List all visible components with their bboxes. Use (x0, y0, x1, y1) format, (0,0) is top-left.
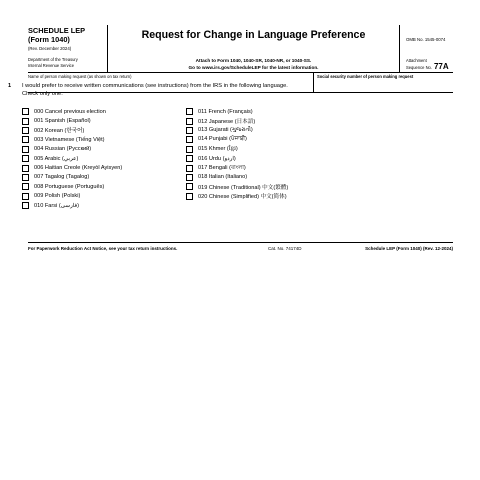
checkbox[interactable] (186, 183, 193, 190)
checkbox[interactable] (186, 118, 193, 125)
option-label: 009 Polish (Polski) (34, 193, 81, 200)
checkbox[interactable] (22, 108, 29, 115)
language-option[interactable] (22, 192, 122, 201)
checkbox[interactable] (186, 136, 193, 143)
language-option[interactable] (22, 182, 122, 191)
option-label: 013 Gujarati (ગુજરાતી) (198, 126, 253, 133)
language-option[interactable] (22, 126, 122, 135)
language-option[interactable] (186, 163, 288, 172)
checkbox[interactable] (186, 146, 193, 153)
option-label: 005 Arabic (عربي) (34, 155, 79, 162)
checkbox[interactable] (22, 174, 29, 181)
ssn-field-label: Social security number of person making request (317, 74, 414, 79)
option-label: 015 Khmer (ខ្មែរ) (198, 146, 238, 153)
checkbox[interactable] (22, 165, 29, 172)
option-label: 003 Vietnamese (Tiếng Việt) (34, 136, 105, 143)
language-option[interactable] (186, 135, 288, 144)
checkbox[interactable] (22, 183, 29, 190)
checkbox[interactable] (186, 174, 193, 181)
line-1-text (22, 82, 412, 99)
form-title: Request for Change in Language Preference (141, 29, 366, 41)
option-label: 006 Haitian Creole (Kreyòl Ayisyen) (34, 165, 123, 172)
option-label: 004 Russian (Русский) (34, 146, 92, 153)
attach-line-2: Go to www.irs.gov/ScheduleLEP for the latest information. (188, 65, 319, 70)
option-label: 020 Chinese (Simplified) 中文(简体) (198, 194, 287, 201)
name-field-label[interactable]: Name of person making request (as shown on tax return) (28, 74, 132, 79)
footer-form-id: Schedule LEP (Form 1040) (Rev. 12-2024) (365, 246, 453, 251)
schedule-label: SCHEDULE LEP (28, 26, 86, 35)
language-option[interactable] (186, 192, 288, 201)
checkbox[interactable] (186, 193, 193, 200)
option-label: 000 Cancel previous election (34, 108, 106, 115)
department (28, 57, 78, 68)
omb-number: OMB No. 1545-0074 (406, 37, 446, 42)
option-label: 012 Japanese (日本語) (198, 119, 256, 126)
line-number: 1 (8, 83, 12, 89)
option-label: 010 Farsi (فارسی) (34, 202, 80, 209)
language-option[interactable] (22, 173, 122, 182)
line-1-text-2: Check only one. (22, 91, 63, 98)
language-option[interactable] (186, 126, 288, 135)
sequence-number: 77A (433, 61, 449, 71)
schedule-name (28, 27, 85, 44)
option-label: 017 Bengali (বাংলা) (198, 164, 246, 171)
option-label: 008 Portuguese (Português) (34, 183, 105, 190)
language-option[interactable] (186, 154, 288, 163)
language-option[interactable] (22, 135, 122, 144)
attach-instructions (108, 57, 399, 71)
option-label: 014 Punjabi (ਪੰਜਾਬੀ) (198, 136, 247, 143)
checkbox[interactable] (22, 193, 29, 200)
checkbox[interactable] (186, 165, 193, 172)
option-label: 019 Chinese (Traditional) 中文(繁體) (198, 184, 289, 191)
language-option[interactable] (186, 116, 288, 125)
form-header (28, 25, 453, 73)
language-option[interactable] (22, 145, 122, 154)
form-footer (28, 242, 453, 252)
option-label: 011 French (Français) (198, 108, 253, 115)
language-option[interactable] (186, 107, 288, 116)
attach-line-1: Attach to Form 1040, 1040-SR, 1040-NR, or 1040-SS. (195, 58, 312, 63)
checkbox[interactable] (186, 155, 193, 162)
checkbox[interactable] (186, 127, 193, 134)
sequence-label: Sequence No. (406, 64, 432, 70)
paperwork-notice: For Paperwork Reduction Act Notice, see your tax return instructions. (28, 246, 178, 251)
checkbox[interactable] (22, 155, 29, 162)
language-options-col-2 (186, 107, 288, 201)
department-line-1: Department of the Treasury (28, 57, 78, 62)
omb-block (399, 25, 453, 73)
language-option[interactable] (186, 173, 288, 182)
form-label: (Form 1040) (28, 34, 70, 44)
checkbox[interactable] (22, 146, 29, 153)
title-block (108, 25, 399, 73)
checkbox[interactable] (22, 127, 29, 134)
attachment-label: Attachment (406, 58, 427, 63)
language-option[interactable] (22, 116, 122, 125)
attachment-sequence (406, 58, 449, 70)
language-option[interactable] (22, 154, 122, 163)
sequence-row (406, 61, 449, 71)
department-line-2: Internal Revenue Service (28, 62, 74, 68)
language-option[interactable] (186, 182, 288, 191)
checkbox[interactable] (22, 118, 29, 125)
option-label: 016 Urdu (اردو) (198, 155, 236, 162)
checkbox[interactable] (186, 108, 193, 115)
language-option[interactable] (22, 107, 122, 116)
revision-date: (Rev. December 2024) (28, 46, 72, 51)
option-label: 002 Korean (한국어) (34, 128, 85, 135)
option-label: 001 Spanish (Español) (34, 118, 91, 125)
checkbox[interactable] (22, 136, 29, 143)
option-label: 018 Italian (Italiano) (198, 174, 248, 181)
language-option[interactable] (22, 201, 122, 210)
line-1-text-1: I would prefer to receive written communications (see instructions) from the IRS in the following language. (22, 83, 288, 89)
form-id-block (28, 25, 108, 73)
language-option[interactable] (22, 163, 122, 172)
checkbox[interactable] (22, 202, 29, 209)
option-label: 007 Tagalog (Tagalog) (34, 174, 90, 181)
catalog-number: Cat. No. 74174D (268, 246, 302, 251)
language-options-col-1 (22, 107, 122, 210)
language-option[interactable] (186, 145, 288, 154)
